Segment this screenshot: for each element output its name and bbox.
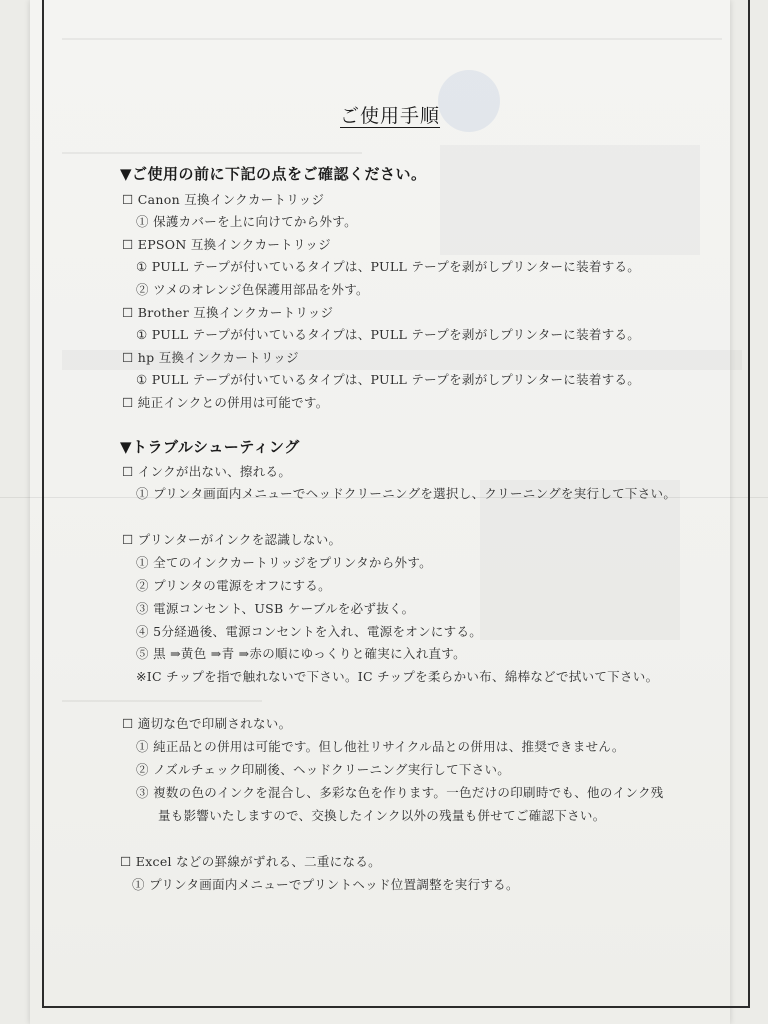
step-item: ⑤ 黒 ⇒黄色 ⇒青 ⇒赤の順にゆっくりと確実に入れ直す。 (136, 646, 466, 661)
step-item: ④ 5分経過後、電源コンセントを入れ、電源をオンにする。 (136, 624, 483, 639)
checklist-item: ☐ Brother 互換インクカートリッジ (122, 305, 334, 320)
step-item: ① 純正品との併用は可能です。但し他社リサイクル品との併用は、推奨できません。 (136, 739, 625, 754)
checklist-item: ☐ hp 互換インクカートリッジ (122, 350, 299, 365)
page-title: ご使用手順 (340, 105, 441, 127)
step-item: ② プリンタの電源をオフにする。 (136, 578, 331, 593)
step-item: ① プリンタ画面内メニューでヘッドクリーニングを選択し、クリーニングを実行して下さい。 (136, 486, 677, 501)
step-item: ① 全てのインクカートリッジをプリンタから外す。 (136, 555, 432, 570)
step-item: ② ノズルチェック印刷後、ヘッドクリーニング実行して下さい。 (136, 762, 511, 777)
step-item: ① プリンタ画面内メニューでプリントヘッド位置調整を実行する。 (132, 877, 519, 892)
step-item: ② ツメのオレンジ色保護用部品を外す。 (136, 282, 369, 297)
step-item: ① PULL テープが付いているタイプは、PULL テープを剥がしプリンターに装着する。 (136, 327, 641, 342)
checklist-item: ☐ 適切な色で印刷されない。 (122, 716, 292, 731)
step-item: ① 保護カバーを上に向けてから外す。 (136, 214, 357, 229)
note-item: ※IC チップを指で触れないで下さい。IC チップを柔らかい布、綿棒などで拭いて下さい。 (136, 669, 659, 684)
checklist-item: ☐ 純正インクとの併用は可能です。 (122, 395, 329, 410)
step-item: ③ 電源コンセント、USB ケーブルを必ず抜く。 (136, 601, 415, 616)
checklist-item: ☐ プリンターがインクを認識しない。 (122, 532, 342, 547)
step-item: ① PULL テープが付いているタイプは、PULL テープを剥がしプリンターに装着する。 (136, 259, 641, 274)
section-heading-before-use: ▼ご使用の前に下記の点をご確認ください。 (120, 165, 427, 183)
checklist-item: ☐ EPSON 互換インクカートリッジ (122, 237, 331, 252)
checklist-item: ☐ インクが出ない、擦れる。 (122, 464, 292, 479)
step-item-continued: 量も影響いたしますので、交換したインク以外の残量も併せてご確認下さい。 (158, 808, 606, 823)
step-item: ① PULL テープが付いているタイプは、PULL テープを剥がしプリンターに装着する。 (136, 372, 641, 387)
checklist-item: ☐ Canon 互換インクカートリッジ (122, 192, 325, 207)
checklist-item: ☐ Excel などの罫線がずれる、二重になる。 (120, 854, 381, 869)
step-item: ③ 複数の色のインクを混合し、多彩な色を作ります。一色だけの印刷時でも、他のインク残 (136, 785, 664, 800)
section-heading-troubleshooting: ▼トラブルシューティング (120, 438, 300, 456)
